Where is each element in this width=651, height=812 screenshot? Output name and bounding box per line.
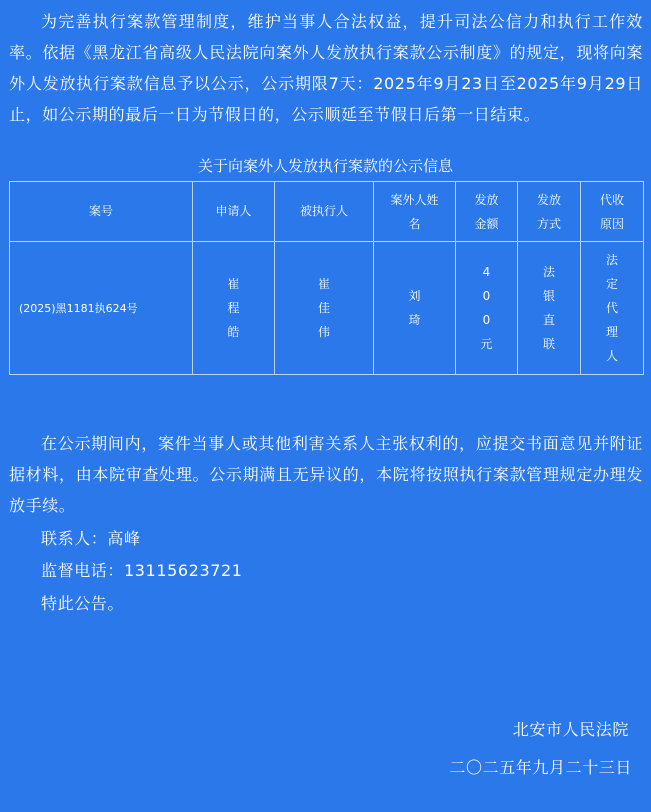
cell-amount [456, 242, 518, 375]
cell-respondent-text: 崔佳伟 [317, 277, 330, 339]
cell-applicant [193, 242, 275, 375]
header-reason [581, 182, 644, 242]
cell-method-text: 法银直联 [542, 265, 555, 351]
notice-body-paragraph: 在公示期间内，案件当事人或其他利害关系人主张权利的，应提交书面意见并附证据材料，由本院审查处理。公示期满且无异议的，本院将按照执行案款管理规定办理发放手续。 [9, 434, 643, 515]
header-method-text: 发放方式 [536, 192, 561, 231]
closing-remark: 特此公告。 [41, 594, 125, 613]
signature-block [449, 714, 632, 784]
cell-method [518, 242, 581, 375]
contact-person: 联系人：高峰 [41, 529, 141, 548]
cell-reason [581, 242, 644, 375]
header-third-party [374, 182, 456, 242]
header-respondent: 被执行人 [275, 182, 374, 242]
header-reason-text: 代收原因 [599, 192, 624, 231]
table-title: 关于向案外人发放执行案款的公示信息 [197, 157, 453, 175]
table-row [10, 242, 644, 375]
notice-date: 二〇二五年九月二十三日 [449, 758, 632, 777]
header-case-no: 案号 [10, 182, 193, 242]
header-method [518, 182, 581, 242]
header-amount-text: 发放金额 [474, 192, 499, 231]
cell-third-party-text: 刘琦 [408, 289, 421, 327]
cell-third-party [374, 242, 456, 375]
intro-paragraph: 为完善执行案款管理制度，维护当事人合法权益，提升司法公信力和执行工作效率。依据《黑龙江省高级人民法院向案外人发放执行案款公示制度》的规定，现将向案外人发放执行案款信息予以公示，公示期限7天：2025年9月23日至2025年9月29日止，如公示期的最后一日为节假日的，公示顺延至节假日后第一日结束。 [9, 12, 643, 124]
disbursement-table [9, 181, 644, 375]
header-applicant: 申请人 [193, 182, 275, 242]
cell-case-no: (2025)黑1181执624号 [10, 242, 193, 375]
table-header-row [10, 182, 644, 242]
cell-respondent [275, 242, 374, 375]
cell-applicant-text: 崔程皓 [227, 277, 240, 339]
cell-amount-text: 400元 [480, 265, 493, 351]
supervision-phone: 监督电话：13115623721 [41, 561, 243, 580]
header-third-party-text: 案外人姓名 [390, 192, 439, 231]
cell-reason-text: 法定代理人 [605, 253, 618, 363]
header-amount [456, 182, 518, 242]
court-name: 北安市人民法院 [512, 720, 629, 739]
